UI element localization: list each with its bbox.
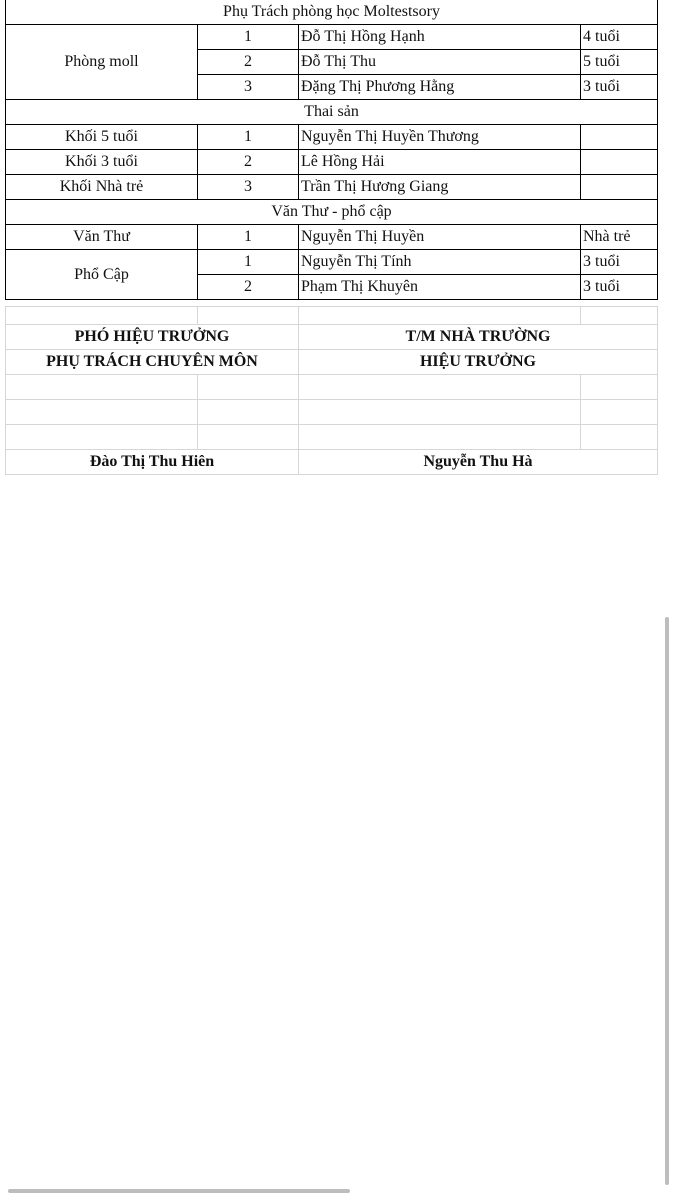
staff-name-cell[interactable]: Phạm Thị Khuyên: [299, 275, 581, 300]
table-row: [6, 175, 658, 200]
row-number-cell[interactable]: 1: [198, 250, 299, 275]
table-row: [6, 250, 658, 275]
row-number-cell[interactable]: 2: [198, 50, 299, 75]
group-label-cell[interactable]: Phổ Cập: [6, 250, 198, 300]
row-number-cell[interactable]: 3: [198, 175, 299, 200]
row-number-cell[interactable]: 2: [198, 275, 299, 300]
group-label-cell[interactable]: Khối Nhà trẻ: [6, 175, 198, 200]
signature-name-row: [6, 450, 658, 475]
age-group-cell[interactable]: 5 tuổi: [581, 50, 658, 75]
age-group-cell[interactable]: 3 tuổi: [581, 275, 658, 300]
age-group-cell[interactable]: [581, 150, 658, 175]
section-title[interactable]: Thai sản: [6, 100, 658, 125]
group-label-cell[interactable]: Văn Thư: [6, 225, 198, 250]
staff-name-cell[interactable]: Đỗ Thị Thu: [299, 50, 581, 75]
age-group-cell[interactable]: [581, 175, 658, 200]
table-row: [6, 125, 658, 150]
empty-row: [6, 400, 658, 425]
horizontal-scrollbar[interactable]: [8, 1189, 350, 1193]
age-group-cell[interactable]: 4 tuổi: [581, 25, 658, 50]
group-label-cell[interactable]: Khối 5 tuổi: [6, 125, 198, 150]
row-number-cell[interactable]: 2: [198, 150, 299, 175]
group-label-cell[interactable]: Phòng moll: [6, 25, 198, 100]
signature-block: [5, 306, 658, 475]
staff-name-cell[interactable]: Trần Thị Hương Giang: [299, 175, 581, 200]
staff-name-cell[interactable]: Đỗ Thị Hồng Hạnh: [299, 25, 581, 50]
age-group-cell[interactable]: 3 tuổi: [581, 250, 658, 275]
vertical-scrollbar[interactable]: [665, 617, 669, 1185]
school-representative-title[interactable]: T/M NHÀ TRƯỜNG: [299, 325, 658, 350]
vice-principal-name[interactable]: Đào Thị Thu Hiên: [6, 450, 299, 475]
empty-row: [6, 307, 658, 325]
section-title[interactable]: Văn Thư - phổ cập: [6, 200, 658, 225]
age-group-cell[interactable]: Nhà trẻ: [581, 225, 658, 250]
signature-title-row: [6, 350, 658, 375]
group-label-cell[interactable]: Khối 3 tuổi: [6, 150, 198, 175]
vice-principal-subtitle[interactable]: PHỤ TRÁCH CHUYÊN MÔN: [6, 350, 299, 375]
spreadsheet-view: [0, 0, 675, 480]
row-number-cell[interactable]: 1: [198, 125, 299, 150]
staff-assignment-table: [5, 0, 658, 300]
staff-name-cell[interactable]: Nguyễn Thị Tính: [299, 250, 581, 275]
section-header-row: [6, 100, 658, 125]
signature-title-row: [6, 325, 658, 350]
table-row: [6, 225, 658, 250]
vice-principal-title[interactable]: PHÓ HIỆU TRƯỞNG: [6, 325, 299, 350]
section-header-row: [6, 0, 658, 25]
staff-name-cell[interactable]: Nguyễn Thị Huyền: [299, 225, 581, 250]
age-group-cell[interactable]: 3 tuổi: [581, 75, 658, 100]
principal-name[interactable]: Nguyễn Thu Hà: [299, 450, 658, 475]
empty-row: [6, 425, 658, 450]
age-group-cell[interactable]: [581, 125, 658, 150]
principal-title[interactable]: HIỆU TRƯỞNG: [299, 350, 658, 375]
table-row: [6, 150, 658, 175]
section-title[interactable]: Phụ Trách phòng học Moltestsory: [6, 0, 658, 25]
row-number-cell[interactable]: 1: [198, 25, 299, 50]
row-number-cell[interactable]: 1: [198, 225, 299, 250]
table-row: [6, 25, 658, 50]
staff-name-cell[interactable]: Đặng Thị Phương Hằng: [299, 75, 581, 100]
row-number-cell[interactable]: 3: [198, 75, 299, 100]
staff-name-cell[interactable]: Lê Hồng Hải: [299, 150, 581, 175]
staff-name-cell[interactable]: Nguyễn Thị Huyền Thương: [299, 125, 581, 150]
empty-row: [6, 375, 658, 400]
section-header-row: [6, 200, 658, 225]
